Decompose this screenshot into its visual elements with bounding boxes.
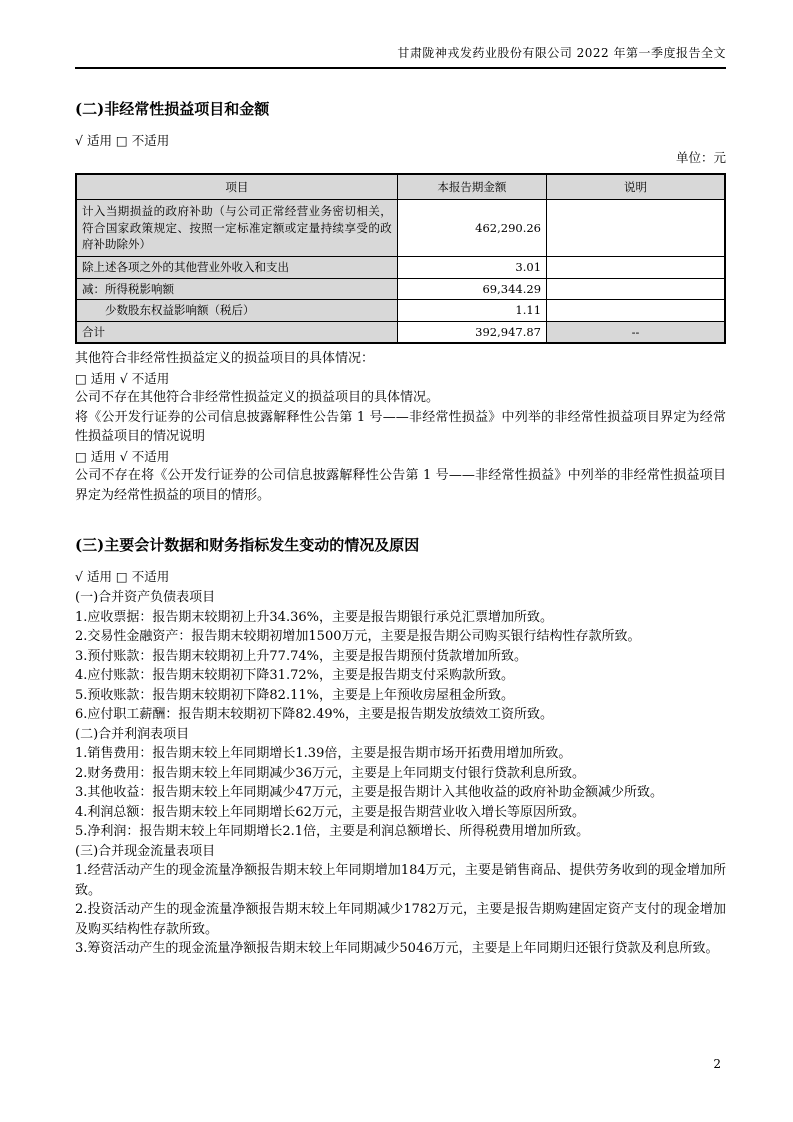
table-cell-note: [547, 257, 725, 279]
table-cell-amount: 3.01: [397, 257, 546, 279]
table-cell-item: 计入当期损益的政府补助（与公司正常经营业务密切相关，符合国家政策规定、按照一定标准定额或定量持续享受的政府补助除外）: [76, 200, 397, 257]
table-row-total: [76, 321, 725, 343]
table-row: [76, 300, 725, 322]
table-row: [76, 278, 725, 300]
nonrecurring-items-table: [75, 173, 726, 344]
section-heading-nonrecurring: (二)非经常性损益项目和金额: [75, 100, 270, 118]
table-cell-item: 减：所得税影响额: [76, 278, 397, 300]
changes-line: (三)合并现金流量表项目: [75, 843, 216, 859]
table-cell-amount: 1.11: [397, 300, 546, 322]
table-cell-item: 合计: [76, 321, 397, 343]
changes-line: 6.应付职工薪酬：报告期末较期初下降82.49%，主要是报告期发放绩效工资所致。: [75, 707, 553, 722]
nonrecurring-notes: [75, 349, 726, 505]
changes-line: 2.交易性金融资产：报告期末较期初增加1500万元，主要是报告期公司购买银行结构性存款所致。: [75, 629, 641, 644]
note-line: 将《公开发行证券的公司信息披露解释性公告第 1 号——非经常性损益》中列举的非经常性损益项目界定为经常性损益项目的情况说明: [75, 409, 726, 444]
applicability-line: √ 适用 □ 不适用: [75, 569, 170, 584]
changes-line: 4.利润总额：报告期末较上年同期增长62万元，主要是报告期营业收入增长等原因所致。: [75, 804, 585, 820]
changes-line: 1.应收票据：报告期末较期初上升34.36%，主要是报告期银行承兑汇票增加所致。: [75, 609, 553, 625]
table-row: [76, 257, 725, 279]
applicability-line: √ 适用 □ 不适用: [75, 133, 170, 148]
table-cell-item: 少数股东权益影响额（税后）: [76, 300, 397, 322]
page-number: 2: [713, 1057, 721, 1071]
table-header-row: [76, 174, 725, 200]
changes-line: 1.销售费用：报告期末较上年同期增长1.39倍，主要是报告期市场开拓费用增加所致。: [75, 746, 572, 761]
column-header-item: 项目: [76, 174, 397, 200]
document-header-title: 甘肃陇神戎发药业股份有限公司 2022 年第一季度报告全文: [75, 46, 726, 69]
changes-line: (一)合并资产负债表项目: [75, 590, 216, 605]
table-cell-amount: 392,947.87: [397, 321, 546, 343]
section-heading-changes: (三)主要会计数据和财务指标发生变动的情况及原因: [75, 536, 420, 554]
changes-line: 4.应付账款：报告期末较期初下降31.72%，主要是报告期支付采购款所致。: [75, 668, 514, 683]
changes-line: 2.财务费用：报告期末较上年同期减少36万元，主要是上年同期支付银行贷款利息所致。: [75, 765, 585, 781]
note-line: 公司不存在将《公开发行证券的公司信息披露解释性公告第 1 号——非经常性损益》中列举的非经常性损益项目界定为经常性损益的项目的情形。: [75, 468, 726, 503]
column-header-amount: 本报告期金额: [397, 174, 546, 200]
note-line: 公司不存在其他符合非经常性损益定义的损益项目的具体情况。: [75, 390, 440, 405]
changes-line: (二)合并利润表项目: [75, 726, 190, 742]
changes-line: 3.筹资活动产生的现金流量净额报告期末较上年同期减少5046万元，主要是上年同期归还银行贷款及利息所致。: [75, 941, 719, 956]
table-cell-note: [547, 300, 725, 322]
note-applicability-line: □ 适用 √ 不适用: [75, 448, 170, 464]
changes-line: 1.经营活动产生的现金流量净额报告期末较上年同期增加184万元，主要是销售商品、提供劳务收到的现金增加所致。: [75, 863, 726, 898]
changes-line: 5.净利润：报告期末较上年同期增长2.1倍，主要是利润总额增长、所得税费用增加所致。: [75, 824, 590, 839]
changes-line: 2.投资活动产生的现金流量净额报告期末较上年同期减少1782万元，主要是报告期购建固定资产支付的现金增加及购买结构性存款所致。: [75, 902, 726, 937]
changes-line: 5.预收账款：报告期末较期初下降82.11%，主要是上年预收房屋租金所致。: [75, 687, 514, 703]
table-cell-item: 除上述各项之外的其他营业外收入和支出: [76, 257, 397, 279]
table-cell-amount: 69,344.29: [397, 278, 546, 300]
column-header-note: 说明: [547, 174, 725, 200]
changes-line: 3.预付账款：报告期末较期初上升77.74%，主要是报告期预付货款增加所致。: [75, 648, 527, 664]
unit-label: 单位：元: [675, 150, 726, 165]
table-cell-amount: 462,290.26: [397, 200, 546, 257]
changes-explanations: [75, 588, 726, 959]
table-row: [76, 200, 725, 257]
table-cell-note: [547, 200, 725, 257]
table-cell-note: --: [547, 321, 725, 343]
table-cell-note: [547, 278, 725, 300]
changes-line: 3.其他收益：报告期末较上年同期减少47万元，主要是报告期计入其他收益的政府补助金额减少所致。: [75, 785, 663, 800]
note-line: 其他符合非经常性损益定义的损益项目的具体情况：: [75, 351, 375, 366]
note-applicability-line: □ 适用 √ 不适用: [75, 370, 170, 386]
